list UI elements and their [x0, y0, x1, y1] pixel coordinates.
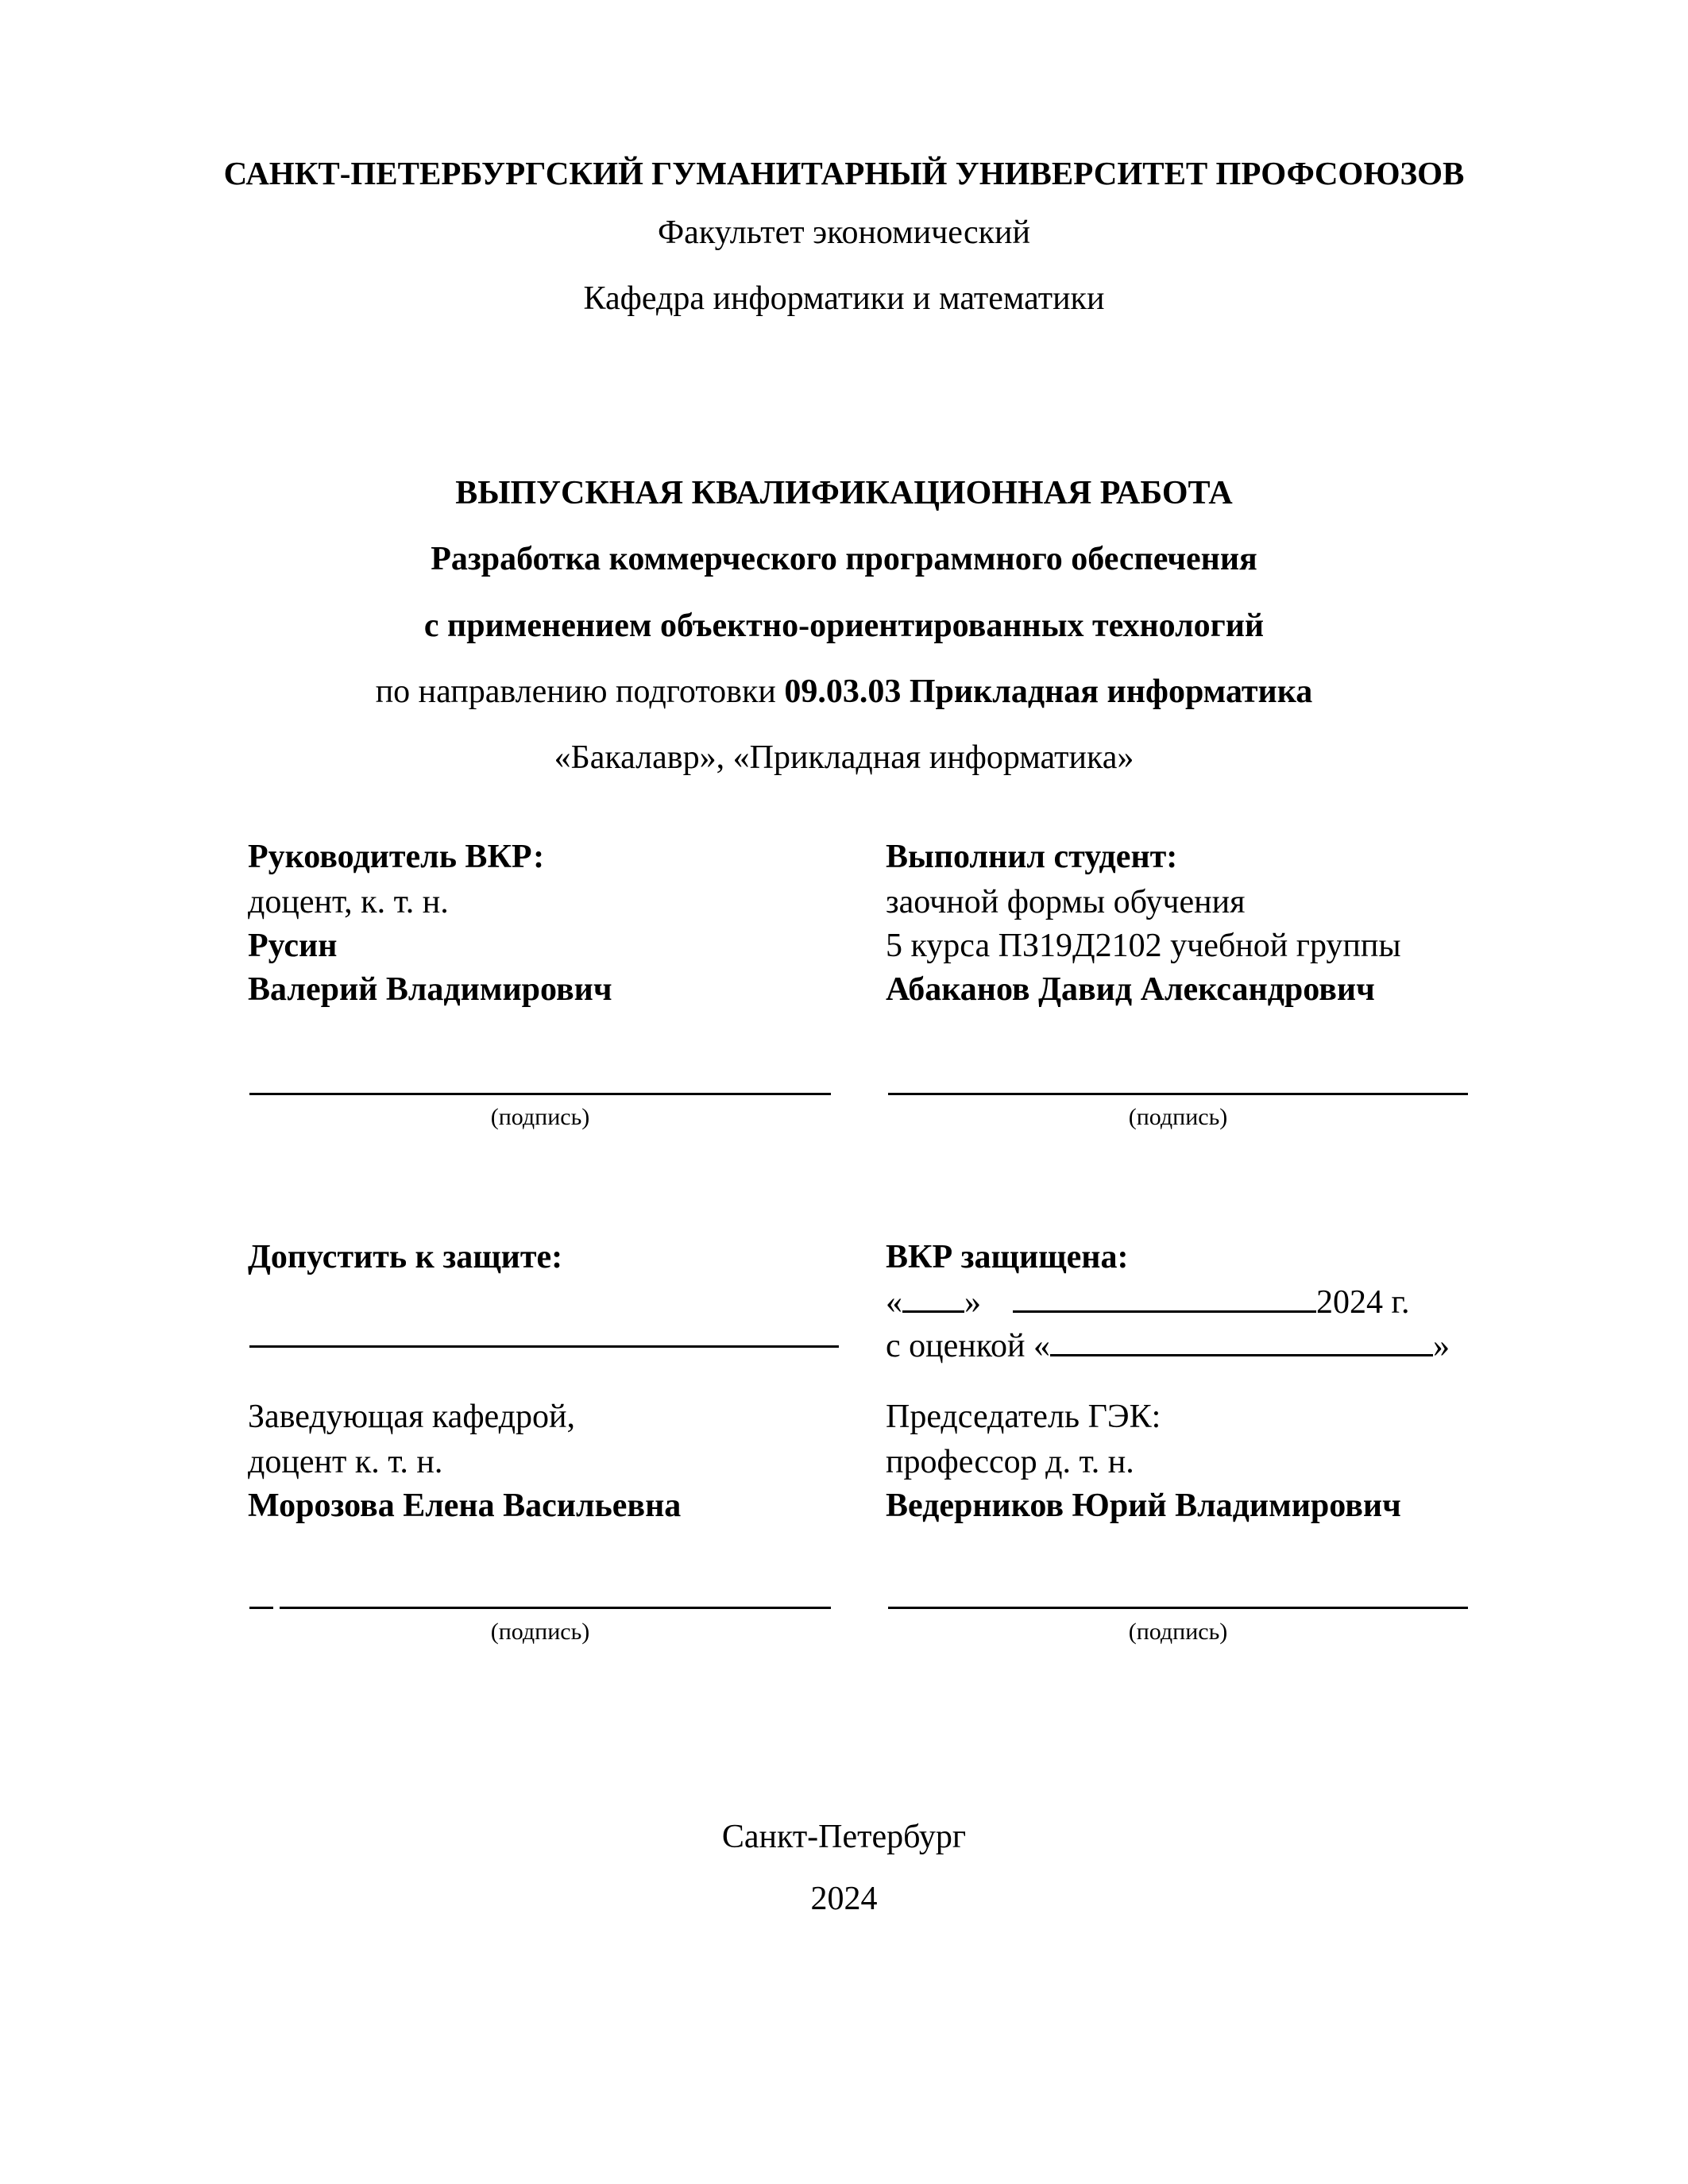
- student-group: 5 курса ПЗ19Д2102 учебной группы: [886, 928, 1401, 964]
- department-head-signature-caption: (подпись): [490, 1619, 590, 1645]
- date-open-quote: «: [886, 1284, 902, 1321]
- gek-chair-signature-caption: (подпись): [1128, 1619, 1228, 1645]
- student-signature-caption: (подпись): [1128, 1104, 1228, 1130]
- gek-chair-title: Председатель ГЭК:: [886, 1399, 1161, 1435]
- department-head-title: Заведующая кафедрой,: [248, 1399, 575, 1435]
- admission-line: [249, 1345, 839, 1348]
- footer-year: 2024: [810, 1881, 878, 1917]
- supervisor-position: доцент, к. т. н.: [248, 884, 449, 920]
- student-form: заочной формы обучения: [886, 884, 1246, 920]
- student-heading: Выполнил студент:: [886, 839, 1178, 875]
- gek-chair-position: профессор д. т. н.: [886, 1444, 1134, 1480]
- faculty-name: Факультет экономический: [658, 214, 1030, 251]
- supervisor-name: Валерий Владимирович: [248, 971, 612, 1008]
- month-blank[interactable]: [1013, 1287, 1316, 1313]
- admission-heading: Допустить к защите:: [248, 1239, 563, 1275]
- grade-prefix: с оценкой «: [886, 1328, 1050, 1364]
- supervisor-heading: Руководитель ВКР:: [248, 839, 545, 875]
- department-head-signature-line: [280, 1607, 831, 1609]
- grade-line: [886, 1329, 1450, 1363]
- defense-date-line: [886, 1286, 1410, 1319]
- thesis-title-line2: с применением объектно-ориентированных технологий: [423, 608, 1265, 644]
- direction-line: [0, 675, 1688, 708]
- thesis-title-line1: Разработка коммерческого программного обеспечения: [431, 541, 1257, 577]
- defense-heading: ВКР защищена:: [886, 1239, 1129, 1275]
- student-signature-line: [888, 1093, 1468, 1095]
- university-name: САНКТ-ПЕТЕРБУРГСКИЙ ГУМАНИТАРНЫЙ УНИВЕРСИТЕТ ПРОФСОЮЗОВ: [223, 155, 1465, 191]
- date-close-quote: »: [964, 1284, 981, 1321]
- department-head-signature-line-short: [249, 1607, 273, 1609]
- grade-blank[interactable]: [1050, 1330, 1433, 1356]
- gek-chair-name: Ведерников Юрий Владимирович: [886, 1488, 1401, 1524]
- department-head-name: Морозова Елена Васильевна: [248, 1488, 682, 1524]
- profile-line: «Бакалавр», «Прикладная информатика»: [554, 739, 1134, 776]
- supervisor-surname: Русин: [248, 928, 338, 964]
- supervisor-signature-caption: (подпись): [490, 1104, 590, 1130]
- supervisor-signature-line: [249, 1093, 831, 1095]
- department-head-position: доцент к. т. н.: [248, 1444, 443, 1480]
- day-blank[interactable]: [902, 1287, 964, 1313]
- direction-prefix: по направлению подготовки: [375, 673, 785, 710]
- city: Санкт-Петербург: [721, 1819, 967, 1855]
- student-name: Абаканов Давид Александрович: [886, 971, 1375, 1008]
- grade-suffix: »: [1433, 1328, 1450, 1364]
- work-type: ВЫПУСКНАЯ КВАЛИФИКАЦИОННАЯ РАБОТА: [455, 475, 1233, 511]
- direction-code-name: 09.03.03 Прикладная информатика: [784, 673, 1313, 710]
- gek-chair-signature-line: [888, 1607, 1468, 1609]
- department-name: Кафедра информатики и математики: [583, 280, 1105, 317]
- defense-year: 2024 г.: [1316, 1284, 1410, 1321]
